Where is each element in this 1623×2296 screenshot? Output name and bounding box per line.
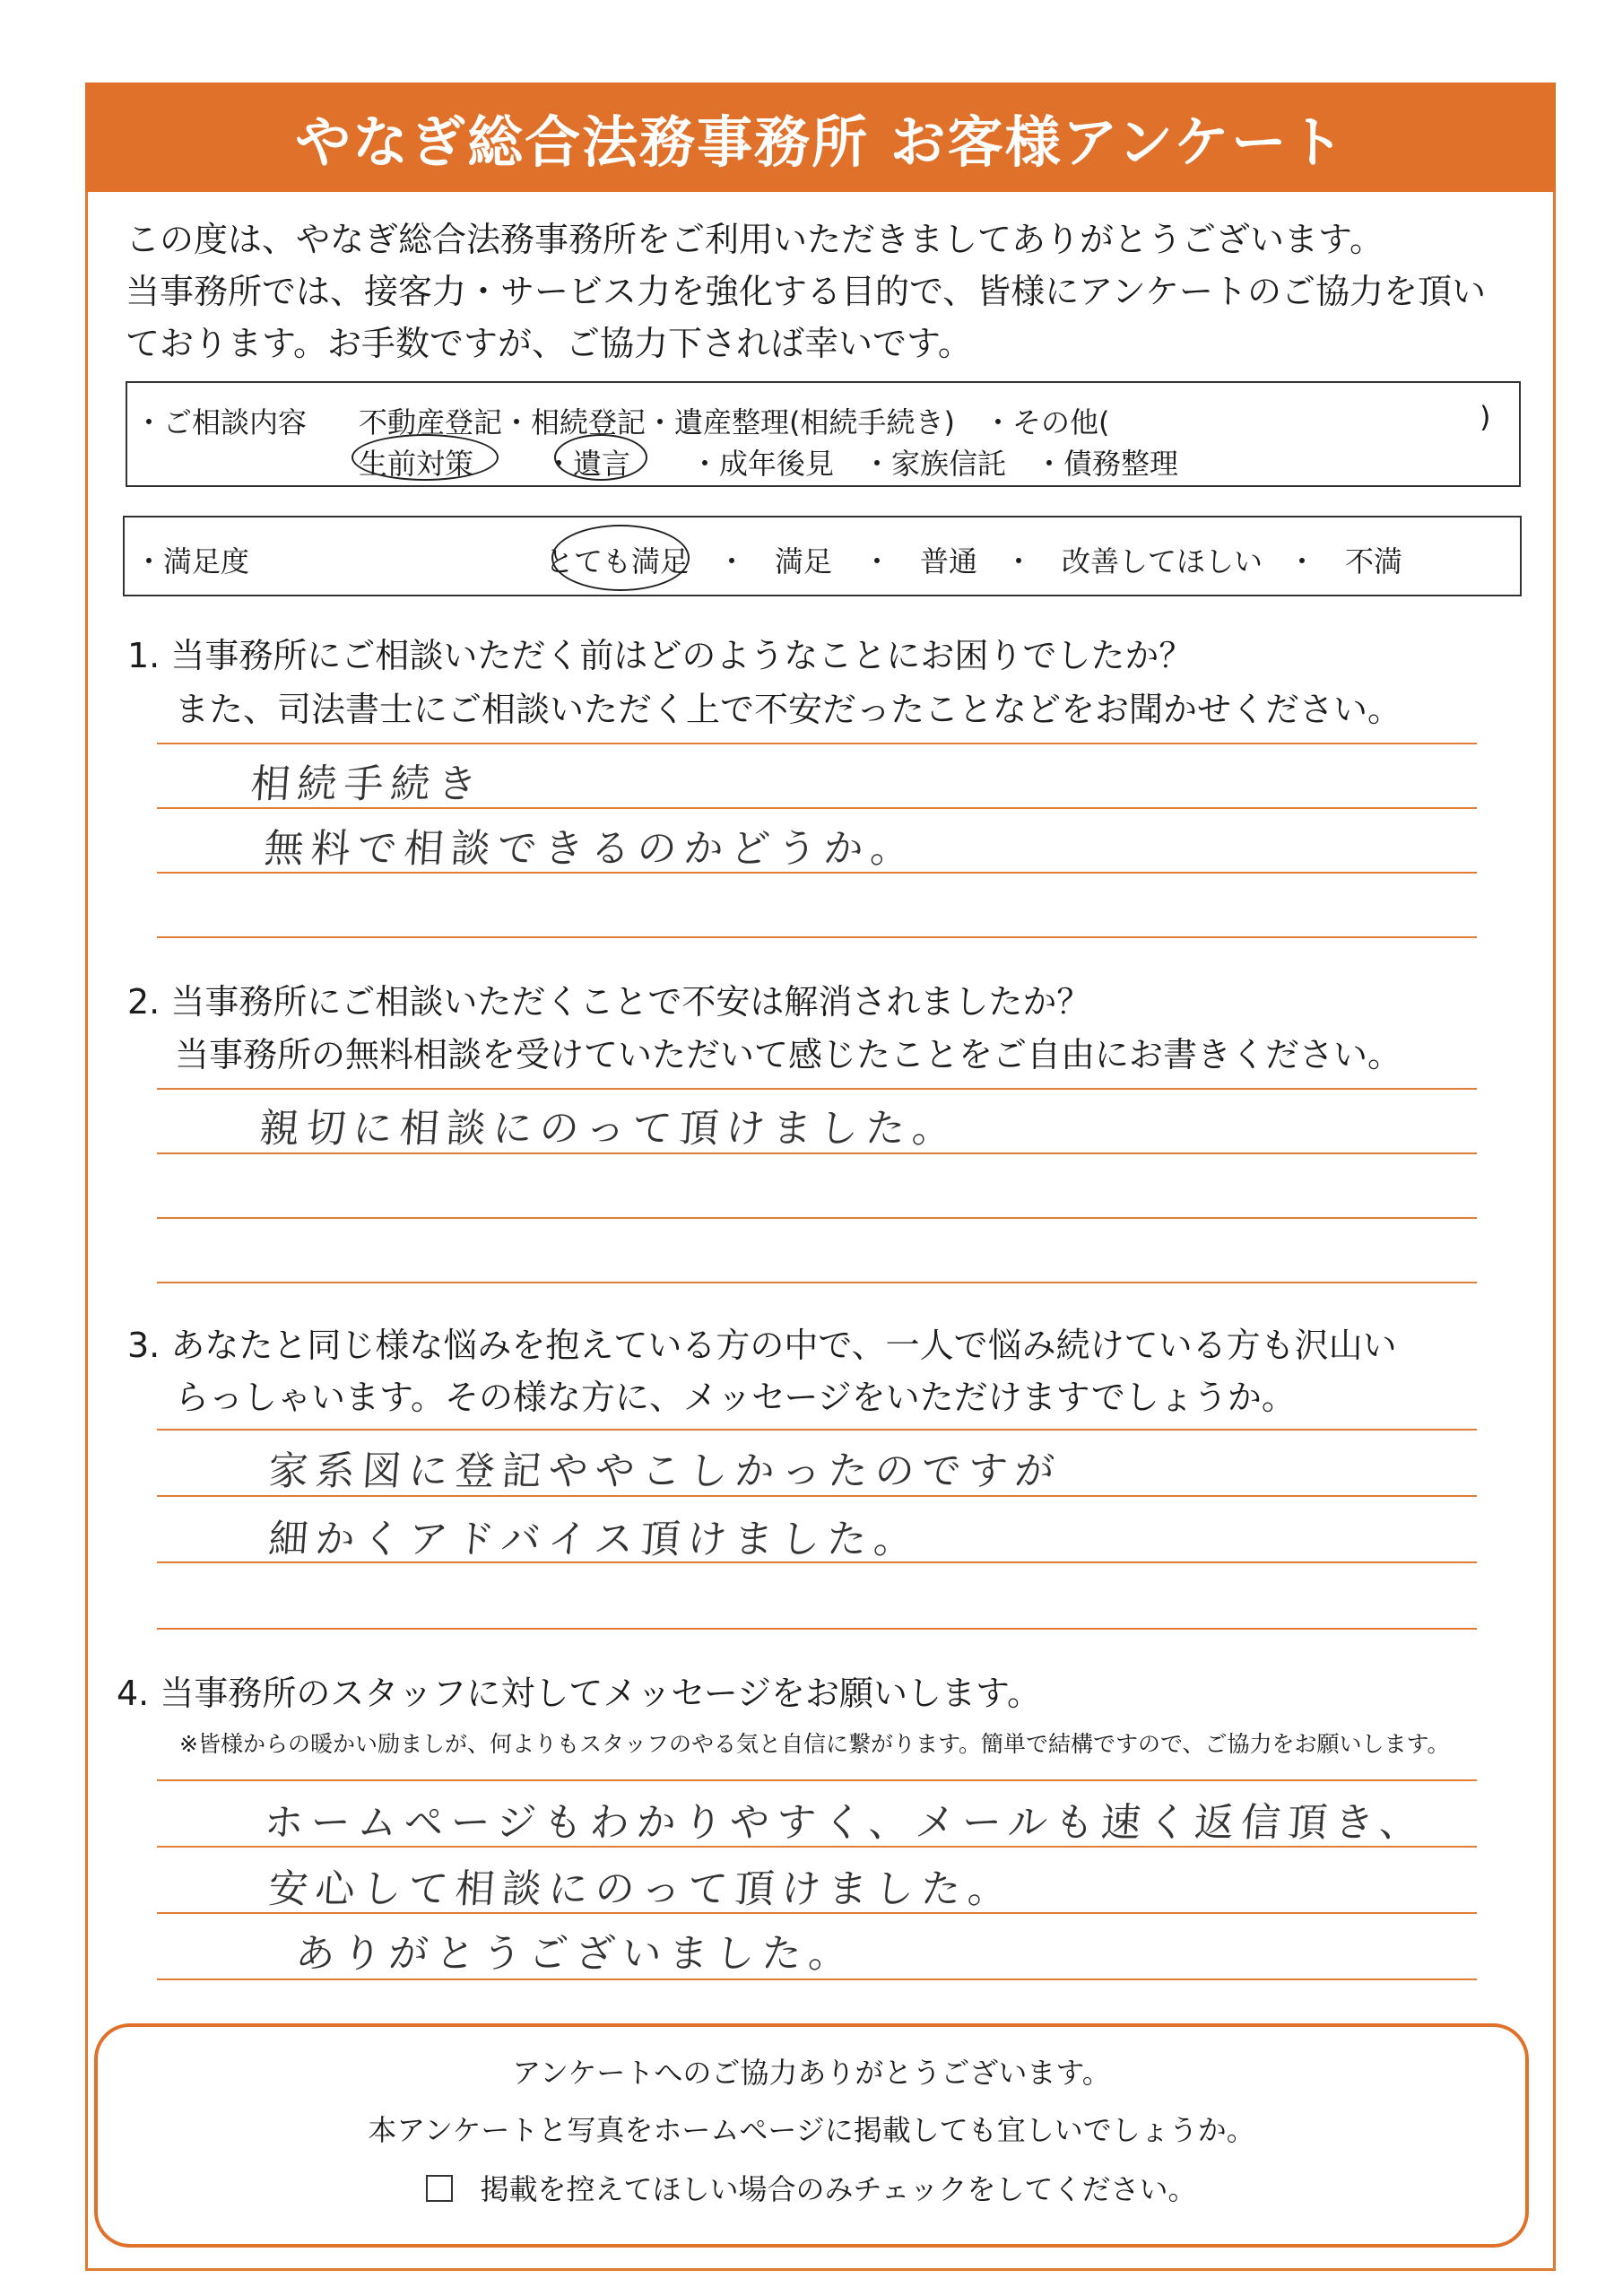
- consultation-options-row2: ・成年後見 ・家族信託 ・債務整理: [690, 447, 1179, 481]
- satisfaction-option: ・ 満足: [717, 544, 833, 578]
- consultation-label: ・ご相談内容: [135, 405, 308, 439]
- question-2-line1: 2. 当事務所にご相談いただくことで不安は解消されましたか？: [127, 982, 1091, 1022]
- answer-rule: [157, 1429, 1477, 1431]
- question-4-note: ※皆様からの暖かい励ましが、何よりもスタッフのやる気と自信に繋がります。簡単で結構ですので、ご協力をお願いします。: [179, 1731, 1450, 1757]
- consultation-other-close: ): [1480, 400, 1491, 434]
- handwritten-answer: 親切に相談にのって頂けました。: [257, 1106, 961, 1152]
- question-3-line2: らっしゃいます。その様な方に、メッセージをいただけますでしょうか。: [175, 1378, 1296, 1417]
- consultation-options-row1: 不動産登記・相続登記・遺産整理(相続手続き) ・その他(: [359, 405, 1110, 439]
- satisfaction-option: ・ 不満: [1288, 544, 1403, 578]
- handwritten-answer: 家系図に登記ややこしかったのですが: [266, 1448, 1063, 1494]
- header-banner: [85, 83, 1556, 192]
- consultation-option-igon: ・遺言: [544, 447, 631, 481]
- answer-rule: [157, 1779, 1477, 1781]
- handwritten-answer: ありがとうございました。: [293, 1931, 857, 1977]
- footer-checkbox-row: [98, 2167, 1525, 2208]
- publish-optout-checkbox[interactable]: [426, 2175, 453, 2202]
- answer-rule: [157, 1628, 1477, 1630]
- intro-line: この度は、やなぎ総合法務事務所をご利用いただきましてありがとうございます。: [126, 220, 1384, 259]
- handwritten-answer: 細かくアドバイス頂けました。: [266, 1517, 923, 1562]
- handwritten-answer: ホームページもわかりやすく、メールも速く返信頂き、: [262, 1800, 1428, 1846]
- consultation-option-seizen: 生前対策: [359, 447, 474, 481]
- question-2-line2: 当事務所の無料相談を受けていただいて感じたことをご自由にお書きください。: [175, 1035, 1402, 1074]
- footer-checkbox-label: 掲載を控えてほしい場合のみチェックをしてください。: [480, 2172, 1197, 2206]
- answer-rule: [157, 743, 1477, 744]
- question-1-line2: また、司法書士にご相談いただく上で不安だったことなどをお聞かせください。: [175, 690, 1402, 729]
- footer-question: 本アンケートと写真をホームページに掲載しても宜しいでしょうか。: [368, 2113, 1255, 2147]
- answer-rule: [157, 1979, 1477, 1980]
- satisfaction-label: ・満足度: [135, 544, 250, 578]
- satisfaction-option: ・ 普通: [863, 544, 978, 578]
- intro-line: ております。お手数ですが、ご協力下されば幸いです。: [126, 324, 972, 363]
- answer-rule: [157, 1282, 1477, 1283]
- intro-text: [126, 213, 1542, 370]
- answer-rule: [157, 936, 1477, 938]
- satisfaction-option: ・ 改善してほしい: [1004, 544, 1263, 578]
- question-3-line1: 3. あなたと同じ様な悩みを抱えている方の中で、一人で悩み続けている方も沢山い: [127, 1326, 1397, 1365]
- selection-circle: [551, 525, 690, 591]
- question-1-line1: 1. 当事務所にご相談いただく前はどのようなことにお困りでしたか？: [127, 636, 1193, 675]
- handwritten-answer: 安心して相談にのって頂けました。: [266, 1866, 1017, 1912]
- intro-line: 当事務所では、接客力・サービス力を強化する目的で、皆様にアンケートのご協力を頂い: [126, 272, 1486, 311]
- handwritten-answer: 相続手続き: [248, 761, 486, 807]
- selection-circle: [352, 434, 499, 481]
- satisfaction-option: とても満足: [545, 544, 690, 578]
- question-4-line1: 4. 当事務所のスタッフに対してメッセージをお願いします。: [117, 1674, 1042, 1713]
- footer-thanks: アンケートへのご協力ありがとうございます。: [512, 2056, 1111, 2090]
- footer-box: [94, 2023, 1529, 2248]
- selection-circle: [554, 434, 647, 481]
- handwritten-answer: 無料で相談できるのかどうか。: [262, 826, 919, 872]
- answer-rule: [157, 1217, 1477, 1219]
- answer-rule: [157, 1088, 1477, 1090]
- page-title: やなぎ総合法務事務所 お客様アンケート: [295, 109, 1346, 175]
